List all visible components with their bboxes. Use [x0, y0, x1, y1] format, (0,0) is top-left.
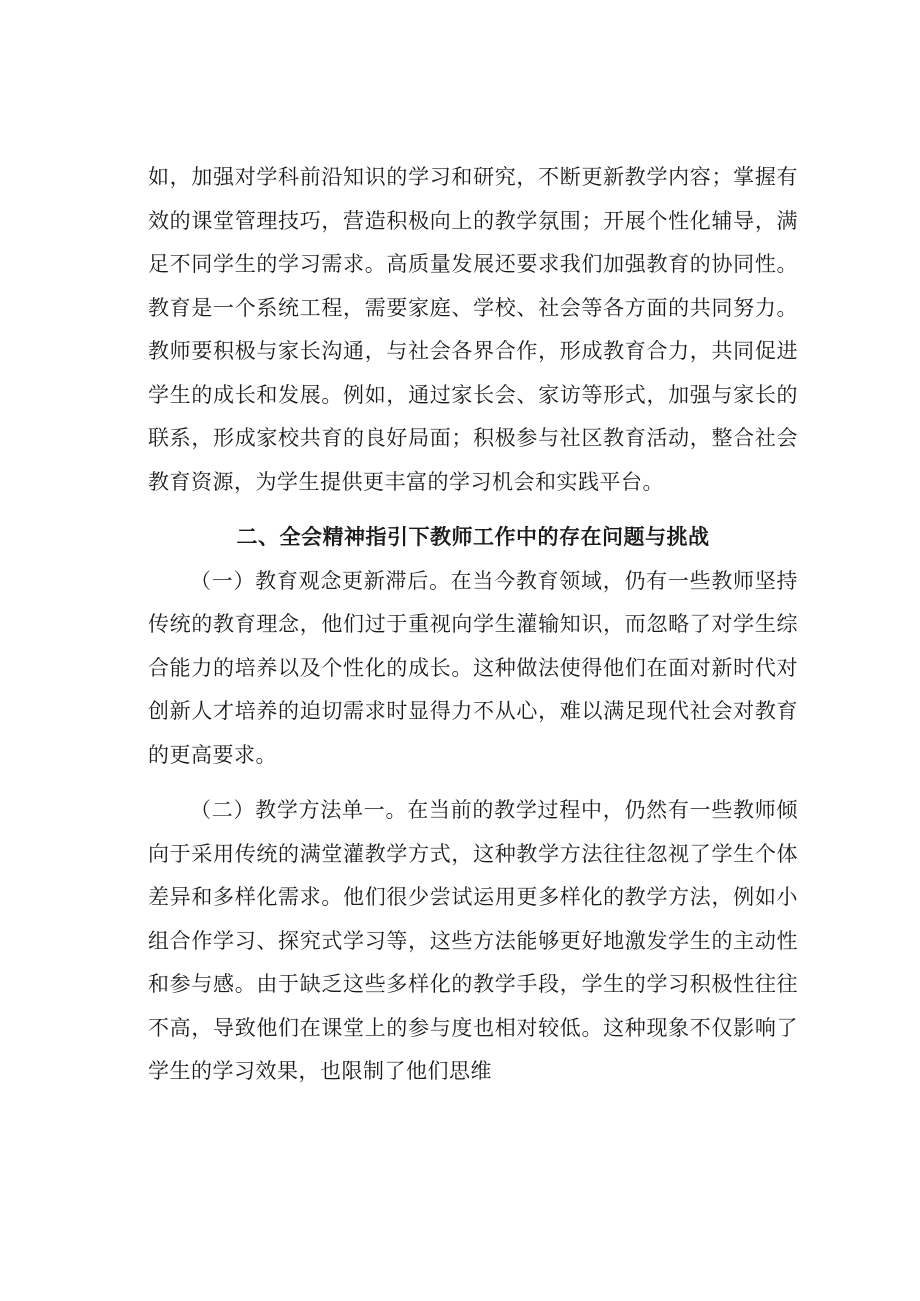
document-body	[148, 156, 798, 1094]
issue-paragraph-2: （二）教学方法单一。在当前的教学过程中，仍然有一些教师倾向于采用传统的满堂灌教学方式，这种教学方法往往忽视了学生个体差异和多样化需求。他们很少尝试运用更多样化的教学方法，例如小组合作学习、探究式学习等，这些方法能够更好地激发学生的主动性和参与感。由于缺乏这些多样化的教学手段，学生的学习积极性往往不高，导致他们在课堂上的参与度也相对较低。这种现象不仅影响了学生的学习效果，也限制了他们思维	[148, 798, 798, 1083]
section-heading: 二、全会精神指引下教师工作中的存在问题与挑战	[236, 525, 710, 549]
issue-paragraph-1: （一）教育观念更新滞后。在当今教育领域，仍有一些教师坚持传统的教育理念，他们过于重视向学生灌输知识，而忽略了对学生综合能力的培养以及个性化的成长。这种做法使得他们在面对新时代对创新人才培养的迫切需求时显得力不从心，难以满足现代社会对教育的更高要求。	[148, 568, 798, 767]
spacer	[148, 777, 798, 789]
continued-paragraph: 如，加强对学科前沿知识的学习和研究，不断更新教学内容；掌握有效的课堂管理技巧，营造积极向上的教学氛围；开展个性化辅导，满足不同学生的学习需求。高质量发展还要求我们加强教育的协同性。教育是一个系统工程，需要家庭、学校、社会等各方面的共同努力。教师要积极与家长沟通，与社会各界合作，形成教育合力，共同促进学生的成长和发展。例如，通过家长会、家访等形式，加强与家长的联系，形成家校共育的良好局面；积极参与社区教育活动，整合社会教育资源，为学生提供更丰富的学习机会和实践平台。	[148, 165, 798, 494]
spacer	[148, 504, 798, 516]
